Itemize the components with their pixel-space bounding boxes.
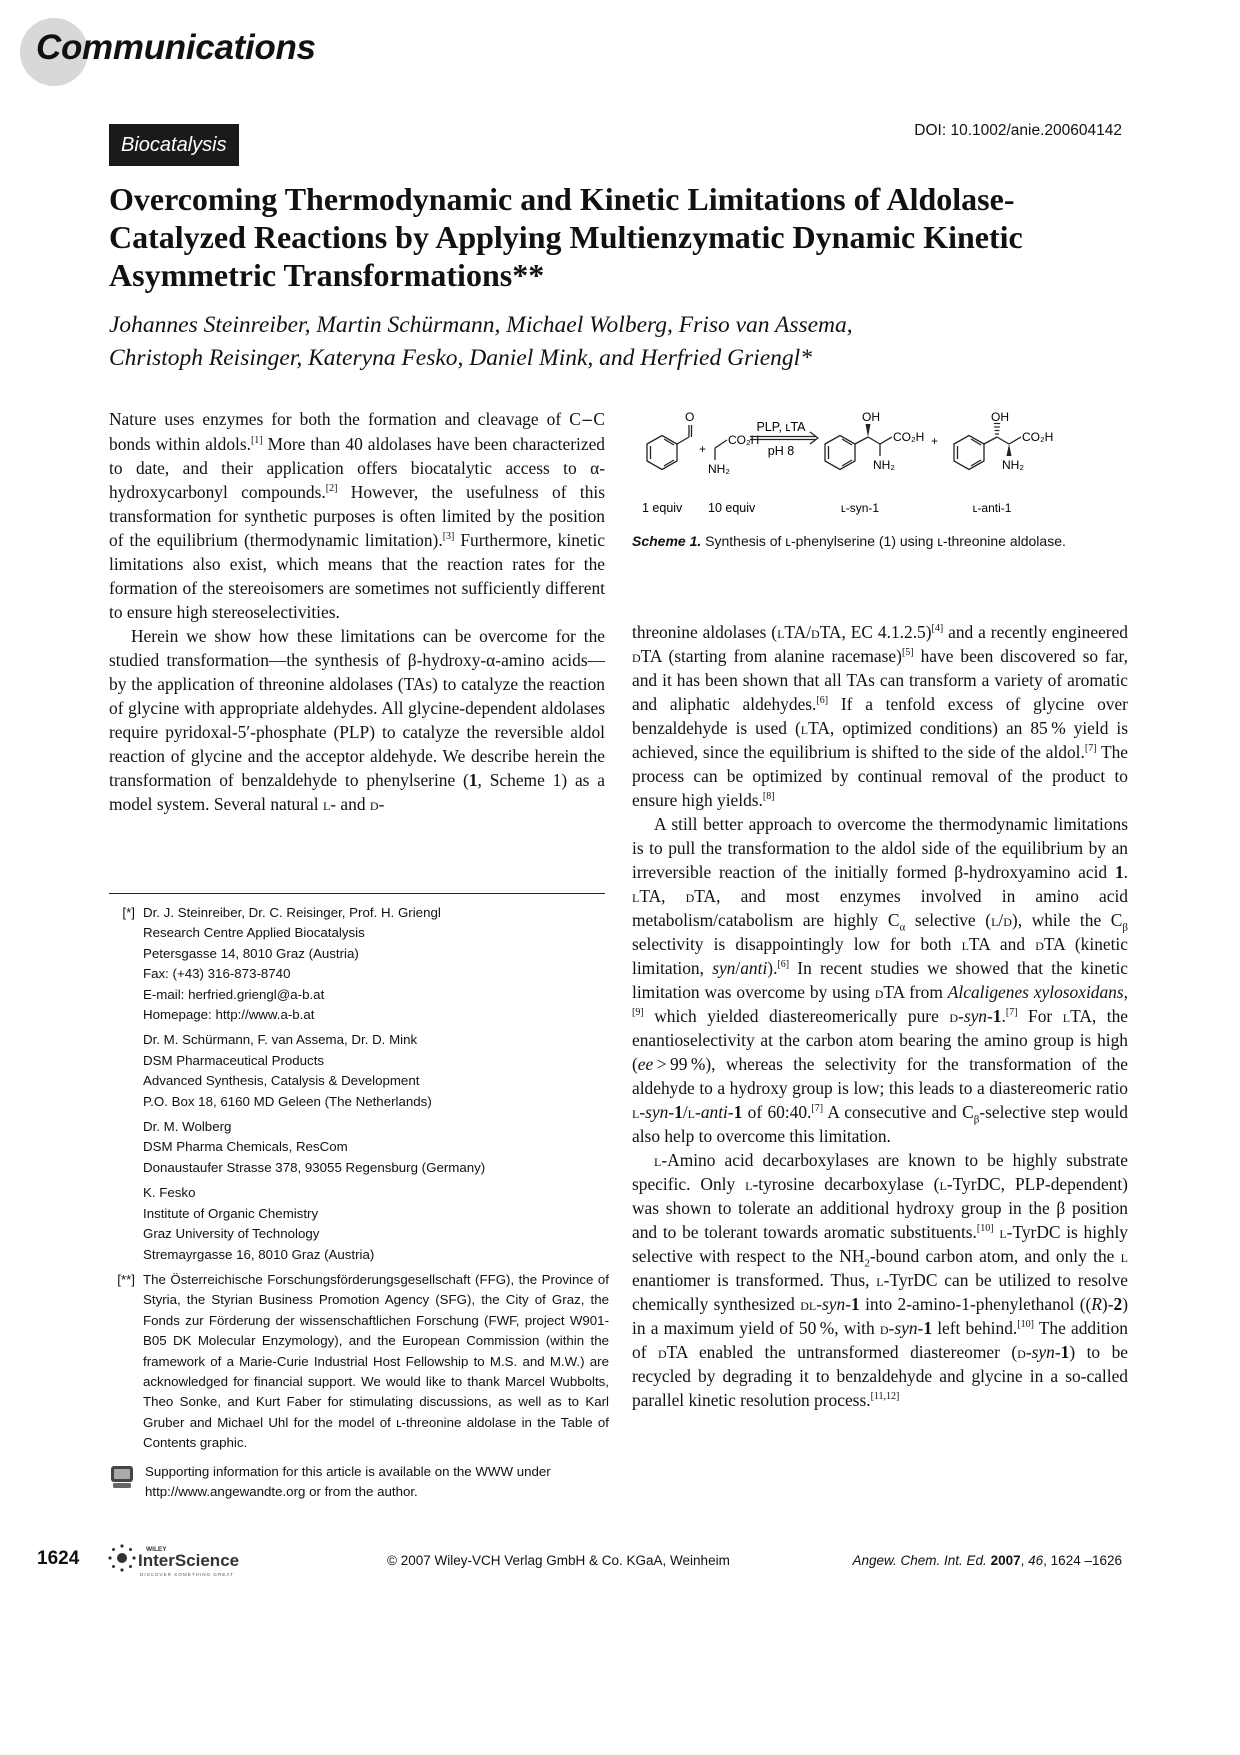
section-title: Communications (36, 28, 316, 67)
affiliation-line: Graz University of Technology (143, 1226, 320, 1242)
wedge-bond (1007, 444, 1012, 456)
affiliation-line: Dr. M. Schürmann, F. van Assema, Dr. D. Mink (143, 1032, 418, 1048)
hydroxyl-label: OH (862, 410, 880, 424)
affiliation-line: DSM Pharma Chemicals, ResCom (143, 1139, 348, 1155)
sunburst-icon (108, 1544, 135, 1571)
amine-label: NH₂ (708, 462, 730, 476)
carboxyl-label: CO₂H (728, 433, 760, 447)
affiliation-line: DSM Pharmaceutical Products (143, 1052, 325, 1068)
footnote-mark: [**] (117, 1271, 135, 1287)
affiliation-line: Dr. M. Wolberg (143, 1119, 232, 1135)
paragraph: Herein we show how these limitations can be overcome for the studied transformation—the synthesis of β-hydroxy-α-amino acids—by the application of threonine aldolases (TAs) to catalyze the reaction of glycine with appropriate aldehydes. All glycine-dependent aldolases require pyridoxal-5′-phosphate (PLP) to catalyze the reversible aldol reaction of glycine and the acceptor aldehyde. We describe herein the transformation of benzaldehyde to phenylserine (1, Scheme 1) as a model system. Several natural l- and d- (109, 626, 605, 814)
author-list (109, 309, 1109, 375)
authors-line: Johannes Steinreiber, Martin Schürmann, Michael Wolberg, Friso van Assema, (109, 312, 853, 338)
carboxyl-label: CO₂H (1022, 430, 1054, 444)
journal-name: Angew. Chem. Int. Ed. (852, 1553, 987, 1568)
footnotes (109, 903, 609, 1502)
supporting-info-text: Supporting information for this article is available on the WWW under http://www.angewandte.org or from the author. (145, 1463, 551, 1499)
acknowledgment-text: The Österreichische Forschungsförderungsgesellschaft (FFG), the Province of Styria, the Styrian Business Promotion Agency (SFG), the City of Graz, the Fonds zur Förderung der wissenschaftlichen Forschung (FWF, project W901-B05 DK Molecular Enzymology), and the European Commission (within the framework of a Marie-Curie Industrial Host Fellowship to M.S. and M.W.) are acknowledged for financial support. We would like to thank Marcel Wubbolts, Theo Sonke, and Kurt Faber for stimulating discussions, as well as to Karl Gruber and Michael Uhl for the model of ʟ-threonine aldolase in the Table of Contents graphic. (143, 1271, 609, 1451)
interscience-logo (108, 1540, 278, 1580)
amine-label: NH₂ (1002, 458, 1024, 472)
svg-text:WILEY: WILEY (146, 1546, 167, 1553)
condition-label: pH 8 (767, 444, 795, 458)
equiv-label: 1 equiv (642, 501, 683, 515)
page-number: 1624 (37, 1548, 80, 1569)
journal-pages: 1624 –1626 (1050, 1553, 1122, 1568)
footnote-mark: [*] (122, 905, 135, 920)
affiliation-line: P.O. Box 18, 6160 MD Geleen (The Netherlands) (143, 1093, 432, 1109)
scheme-caption-text: Synthesis of ʟ-phenylserine (1) using ʟ-threonine aldolase. (705, 533, 1066, 549)
benzaldehyde-structure (647, 425, 692, 470)
article-title: Overcoming Thermodynamic and Kinetic Limitations of Aldolase-Catalyzed Reactions by Applying Multienzymatic Dynamic Kinetic Asymmetric Transformations** (109, 181, 1023, 293)
affiliation-line: Advanced Synthesis, Catalysis & Development (143, 1073, 420, 1089)
journal-volume: 46 (1028, 1553, 1044, 1568)
plus-sign: + (699, 442, 707, 456)
category-badge: Biocatalysis (109, 124, 239, 166)
affiliation-line: Institute of Organic Chemistry (143, 1205, 319, 1221)
paragraph: A still better approach to overcome the thermodynamic limitations is to pull the transformation to the aldol side of the equilibrium by an irreversible reaction of the initially formed β-hydroxyamino acid 1. lTA, dTA, and most enzymes involved in amino acid metabolism/catabolism are highly $C_\alpha$ selective (l/d), while the $C_\beta$ selectivity is disappointingly low for both lTA and dTA (kinetic limitation, syn/anti).[6] In recent studies we showed that the kinetic limitation was overcome by using dTA from Alcaligenes xylosoxidans,[9] which yielded diastereomerically pure d-syn-1.[7] For lTA, the enantioselectivity at the carbon atom bearing the amino group is high (ee > 99 %), whereas the selectivity for the transformation of the aldehyde to a hydroxy group is low; this leads to a diastereomeric ratio l-syn-1/l-anti-1 of 60:40.[7] A consecutive and $C_\beta$-selective step would also help to overcome this limitation. (632, 814, 1129, 1146)
affiliation-line: Stremayrgasse 16, 8010 Graz (Austria) (143, 1246, 375, 1262)
homepage-line[interactable]: Homepage: http://www.a-b.at (143, 1007, 315, 1023)
glycine-structure (715, 440, 727, 460)
wedge-bond (866, 424, 871, 437)
affiliation-line: K. Fesko (143, 1185, 196, 1201)
affiliation-line: Petersgasse 14, 8010 Graz (Austria) (143, 945, 359, 961)
plus-sign: + (931, 434, 939, 448)
affiliation-footnote (109, 903, 609, 1265)
hashed-bond (994, 424, 1000, 435)
doi[interactable]: DOI: 10.1002/anie.200604142 (914, 122, 1122, 139)
body-column-right (632, 620, 1128, 1412)
amine-label: NH₂ (873, 458, 895, 472)
journal-year: 2007 (990, 1553, 1021, 1568)
product-label-syn: ʟ-syn-1 (840, 501, 880, 515)
journal-citation: Angew. Chem. Int. Ed. 2007, 46, 1624 –1626 (852, 1553, 1122, 1568)
hydroxyl-label: OH (991, 410, 1009, 424)
reagent-label: PLP, ʟTA (756, 420, 806, 434)
acknowledgment-footnote (109, 1270, 609, 1454)
computer-icon (109, 1464, 135, 1490)
affiliation-line: Donaustaufer Strasse 378, 93055 Regensburg (Germany) (143, 1159, 486, 1175)
affiliation-line: Research Centre Applied Biocatalysis (143, 925, 365, 941)
footnote-divider (109, 893, 605, 894)
scheme-label: Scheme 1. (632, 533, 702, 549)
product-label-anti: ʟ-anti-1 (972, 501, 1012, 515)
svg-text:DISCOVER SOMETHING GREAT: DISCOVER SOMETHING GREAT (140, 1572, 234, 1577)
email-line[interactable]: E-mail: herfried.griengl@a-b.at (143, 986, 325, 1002)
scheme-caption (632, 531, 1128, 551)
copyright: © 2007 Wiley-VCH Verlag GmbH & Co. KGaA, Weinheim (387, 1553, 730, 1568)
svg-text:InterScience: InterScience (138, 1551, 240, 1570)
supporting-info-note (109, 1462, 609, 1503)
authors-line: Christoph Reisinger, Kateryna Fesko, Daniel Mink, and Herfried Griengl* (109, 345, 812, 371)
paragraph: threonine aldolases (lTA/dTA, EC 4.1.2.5)[4] and a recently engineered dTA (starting from alanine racemase)[5] have been discovered so far, and it has been shown that all TAs can transform a variety of aromatic and aliphatic aldehydes.[6] If a tenfold excess of glycine over benzaldehyde is used (lTA, optimized conditions) an 85 % yield is achieved, since the equilibrium is shifted to the side of the aldol.[7] The process can be optimized by continual removal of the product to ensure high yields.[8] (632, 622, 1129, 810)
body-column-left (109, 407, 605, 816)
reaction-scheme (632, 410, 1132, 528)
carboxyl-label: CO₂H (893, 430, 925, 444)
affiliation-line: Fax: (+43) 316-873-8740 (143, 966, 291, 982)
oxygen-label: O (685, 410, 695, 424)
paragraph: Nature uses enzymes for both the formation and cleavage of C−C bonds within aldols.[1] More than 40 aldolases have been characterized to date, and their application offers biocatalytic access to α-hydroxycarbonyl compounds.[2] However, the usefulness of this transformation for synthetic purposes is often limited by the position of the equilibrium (thermodynamic limitation).[3] Furthermore, kinetic limitations also exist, which means that the reaction rates for the formation of the stereoisomers are sometimes not sufficiently different to ensure high stereoselectivities. (109, 409, 606, 622)
paragraph: l-Amino acid decarboxylases are known to be highly substrate specific. Only l-tyrosine decarboxylase (l-TyrDC, PLP-dependent) was shown to tolerate an additional hydroxy group in the β position and to be tolerant towards aromatic substituents.[10] l-TyrDC is highly selective with respect to the $NH_2$-bound carbon atom, and only the l enantiomer is transformed. Thus, l-TyrDC can be utilized to resolve chemically synthesized dl-syn-1 into 2-amino-1-phenylethanol ((R)-2) in a maximum yield of 50 %, with d-syn-1 left behind.[10] The addition of dTA enabled the untransformed diastereomer (d-syn-1) to be recycled by degrading it to benzaldehyde and glycine in a so-called parallel kinetic resolution process.[11,12] (632, 1150, 1129, 1410)
affiliation-line: Dr. J. Steinreiber, Dr. C. Reisinger, Prof. H. Griengl (143, 905, 441, 920)
equiv-label: 10 equiv (708, 501, 756, 515)
